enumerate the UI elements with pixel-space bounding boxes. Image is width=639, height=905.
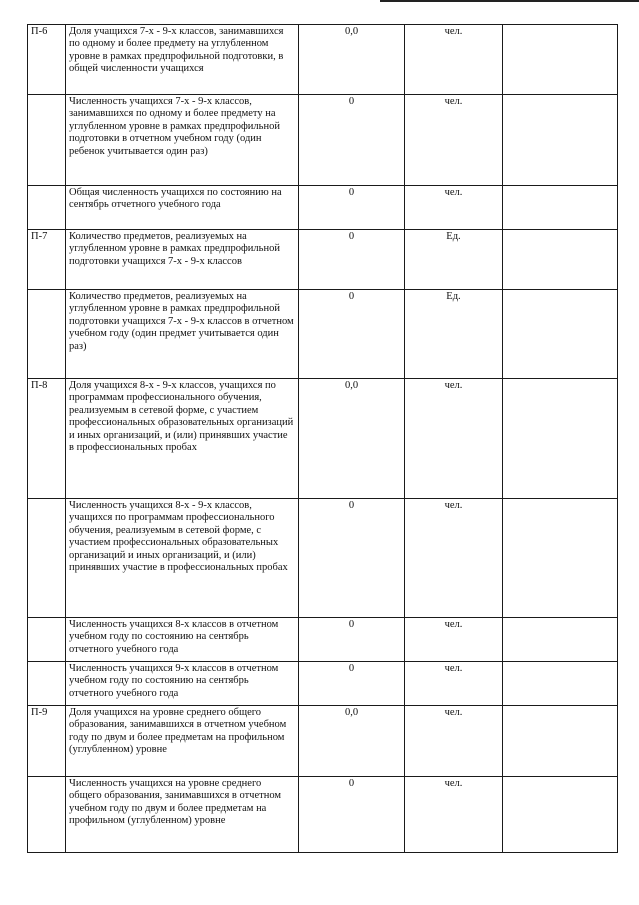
indicator-unit: чел. [405,499,503,618]
indicator-code [28,290,66,379]
indicator-code [28,186,66,230]
indicator-unit: чел. [405,662,503,706]
indicator-description: Общая численность учащихся по состоянию на сентябрь отчетного учебного года [66,186,299,230]
indicator-description: Численность учащихся 8-х - 9-х классов, учащихся по программам профессионального обучения, реализуемым в сетевой форме, с участием профессиональных образовательных организаций и иных организаций, и (или) принявших участие в профессиональных пробах [66,499,299,618]
indicator-value: 0 [299,777,405,853]
indicator-code: П-7 [28,230,66,290]
table-row [28,95,618,186]
indicator-code [28,95,66,186]
table-row [28,618,618,662]
table-row [28,379,618,499]
empty-cell [503,25,618,95]
indicator-code [28,777,66,853]
table-row [28,186,618,230]
indicator-code [28,499,66,618]
table-row [28,230,618,290]
empty-cell [503,499,618,618]
indicator-value: 0 [299,186,405,230]
indicator-description: Численность учащихся 8-х классов в отчетном учебном году по состоянию на сентябрь отчетного учебного года [66,618,299,662]
indicator-unit: чел. [405,618,503,662]
indicator-code [28,618,66,662]
empty-cell [503,290,618,379]
table-row [28,662,618,706]
empty-cell [503,777,618,853]
indicator-unit: чел. [405,95,503,186]
empty-cell [503,618,618,662]
table-row [28,25,618,95]
indicator-unit: чел. [405,186,503,230]
empty-cell [503,230,618,290]
empty-cell [503,379,618,499]
indicator-unit: Ед. [405,230,503,290]
indicator-description: Количество предметов, реализуемых на углубленном уровне в рамках предпрофильной подготовки учащихся 7-х - 9-х классов [66,230,299,290]
indicator-description: Доля учащихся на уровне среднего общего образования, занимавшихся в отчетном учебном году по двум и более предметам на профильном (углубленном) уровне [66,706,299,777]
empty-cell [503,706,618,777]
indicator-unit: чел. [405,777,503,853]
indicator-value: 0 [299,95,405,186]
top-divider-line [380,0,639,2]
indicator-unit: чел. [405,706,503,777]
table-row [28,290,618,379]
table-row [28,706,618,777]
indicator-value: 0,0 [299,379,405,499]
indicator-code [28,662,66,706]
table-row [28,499,618,618]
indicator-code: П-8 [28,379,66,499]
indicator-description: Численность учащихся 7-х - 9-х классов, занимавшихся по одному и более предмету на углубленном уровне в рамках предпрофильной подготовки в отчетном учебном году (один ребенок учитывается один раз) [66,95,299,186]
indicator-description: Доля учащихся 8-х - 9-х классов, учащихся по программам профессионального обучения, реализуемым в сетевой форме, с участием профессиональных образовательных организаций и иных организаций, и (или) принявших участие в профессиональных пробах [66,379,299,499]
indicator-value: 0 [299,499,405,618]
indicator-unit: чел. [405,379,503,499]
indicator-code: П-6 [28,25,66,95]
indicator-unit: чел. [405,25,503,95]
empty-cell [503,186,618,230]
indicator-description: Количество предметов, реализуемых на углубленном уровне в рамках предпрофильной подготовки учащихся 7-х - 9-х классов в отчетном учебном году (один предмет учитывается один раз) [66,290,299,379]
indicator-value: 0,0 [299,25,405,95]
indicator-description: Доля учащихся 7-х - 9-х классов, занимавшихся по одному и более предмету на углубленном уровне в рамках предпрофильной подготовки, в общей численности учащихся [66,25,299,95]
indicator-value: 0 [299,230,405,290]
empty-cell [503,95,618,186]
indicator-description: Численность учащихся 9-х классов в отчетном учебном году по состоянию на сентябрь отчетного учебного года [66,662,299,706]
indicators-table [27,24,618,853]
indicator-code: П-9 [28,706,66,777]
indicator-description: Численность учащихся на уровне среднего общего образования, занимавшихся в отчетном учебном году по двум и более предметам на профильном (углубленном) уровне [66,777,299,853]
indicator-value: 0 [299,618,405,662]
table-row [28,777,618,853]
indicator-value: 0 [299,662,405,706]
indicator-value: 0,0 [299,706,405,777]
indicator-unit: Ед. [405,290,503,379]
indicator-value: 0 [299,290,405,379]
empty-cell [503,662,618,706]
